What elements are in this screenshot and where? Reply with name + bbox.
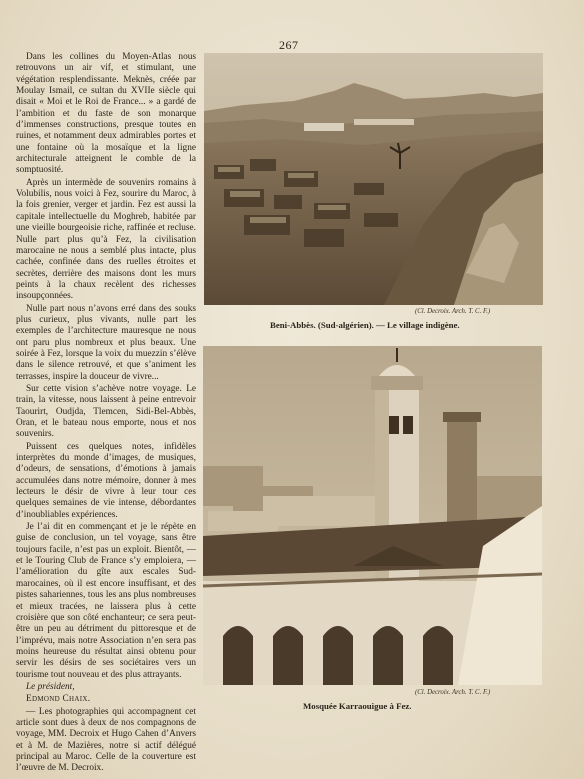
- photo-credits-note: — Les photographies qui accompagnent cet article sont dues à deux de nos compagnons de voyage, MM. Decroix et Hugo Cahen d’Anvers et à M. de Mazières, notre si actif délégué principal au Maroc. Celle de la couverture est l’œuvre de M. Decroix.: [16, 706, 196, 774]
- article-paragraph: Sur cette vision s’achève notre voyage. Le train, la vitesse, nous laissent à peine entrevoir Taourirt, Oudjda, Tlemcen, Sidi-Bel-Abbès, Oran, et le bateau nous emporte, nous et nos souvenirs.: [16, 383, 196, 440]
- signature-title: Le président,: [26, 681, 75, 692]
- photo-caption: Beni-Abbès. (Sud-algérien). — Le village indigène.: [270, 320, 460, 330]
- article-paragraph: Puissent ces quelques notes, infidèles interprètes du monde d’images, de musiques, d’odeurs, de sensations, d’émotions à jamais accumulées dans notre mémoire, donner à mes lecteurs le désir de vivre à leur tour ces quelques semaines de vie intense, débordantes d’inoubliables expériences.: [16, 441, 196, 520]
- article-paragraph: Nulle part nous n’avons erré dans des souks plus curieux, plus vivants, nulle part les exemples de l’architecture mauresque ne nous ont paru plus nombreux et plus beaux. Une soirée à Fez, lorsque la voix du muezzin s’élève dans le silence retrouvé, et que s’animent les terrasses, inspire la douceur de vivre...: [16, 303, 196, 382]
- page-number: 267: [279, 38, 299, 52]
- mosque-photo-image: [203, 346, 542, 685]
- article-column: [16, 52, 196, 776]
- photo-karraouigue-mosque: [203, 346, 542, 685]
- signature-name: Edmond Chaix.: [26, 694, 91, 705]
- article-paragraph: Après un intermède de souvenirs romains à Volubilis, nous voici à Fez, sourire du Maroc, à la fois grenier, verger et jardin. Fez est aussi la capitale intellectuelle du Moghreb, habitée par une vieille bourgeoisie riche, raffinée et recluse. Nulle part plus qu’à Fez, la civilisation marocaine ne nous a semblé plus intacte, plus cachée, confinée dans des ruelles étroites et secrètes, derrière des maisons dont les murs peints à la chaux recèlent des richesses insoupçonnées.: [16, 177, 196, 302]
- photo-beni-abbes-village: [204, 53, 543, 305]
- photo-credit: (Cl. Decroix. Arch. T. C. F.): [415, 308, 491, 315]
- article-paragraph: Dans les collines du Moyen-Atlas nous retrouvons un air vif, et stimulant, une végétation resplendissante. Meknès, créée par Moulay Ismail, ce sultan du XVIIe siècle qui disait « Moi et le Roi de France... » a gardé de l’ambition et du faste de son monarque d’immenses constructions, presque toutes en ruines, et notamment deux admirables portes et une fontaine où la mosaïque et la ligne architecturale atteignent le comble de la somptuosité.: [16, 52, 196, 176]
- photo-caption: Mosquée Karraouigue à Fez.: [303, 701, 412, 711]
- photo-credit: (Cl. Decroix. Arch. T. C. F.): [415, 689, 491, 696]
- village-photo-image: [204, 53, 543, 305]
- article-paragraph: Je l’ai dit en commençant et je le répète en guise de conclusion, un tel voyage, sans être toujours facile, n’est pas un exploit. Bientôt, — et le Touring Club de France s’y emploiera, — l’amélioration du gîte aux escales Sud-marocaines, où il est encore insuffisant, et des pistes sahariennes, tous les ans plus nombreuses et mieux tracées, ne laissera plus à cette croisière que son côté enchanteur; ce sera peut-être un peu au détriment du pittoresque et de l’imprévu, mais notre Association n’en sera pas moins heureuse du résultat ainsi obtenu pour servir les désirs de ses sociétaires vers un tourisme tout nouveau et des plus attrayants.: [16, 522, 196, 680]
